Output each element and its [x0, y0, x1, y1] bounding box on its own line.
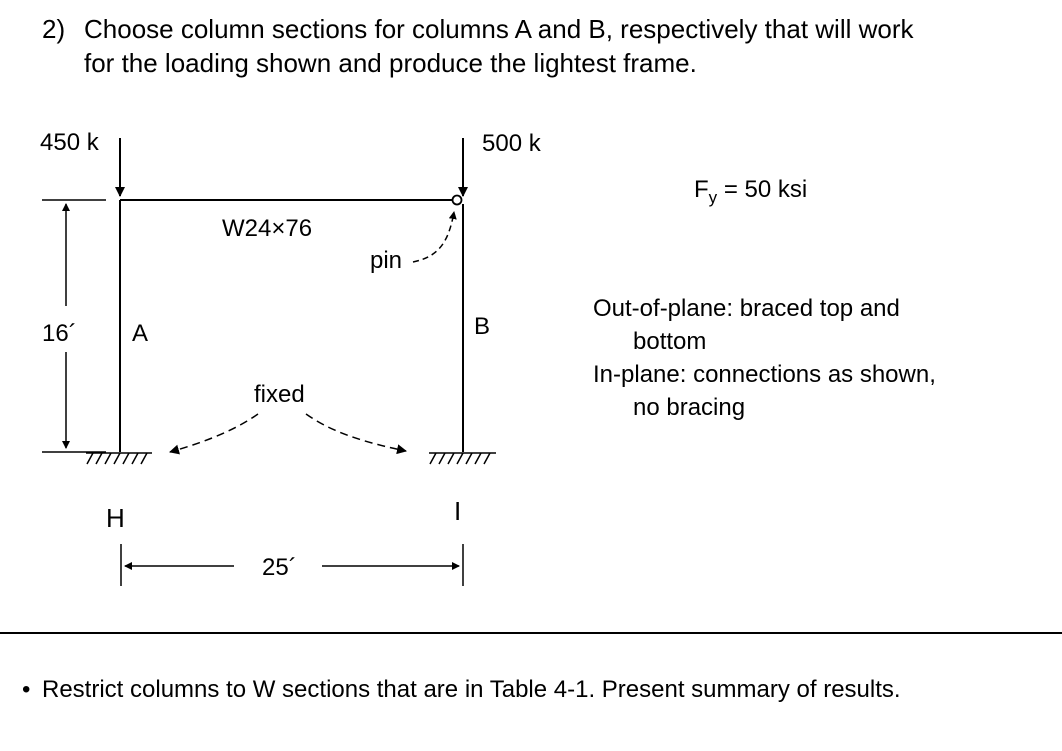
- fixed-support-a: [86, 453, 152, 464]
- fixed-label: fixed: [254, 381, 305, 408]
- bracing-notes: [593, 292, 936, 424]
- problem-number: 2): [42, 14, 66, 44]
- yield-strength: [694, 176, 807, 208]
- column-b-label: B: [474, 313, 491, 340]
- pin-label: pin: [370, 247, 403, 274]
- bullet-icon: •: [22, 676, 31, 703]
- problem-line-2: for the loading shown and produce the lightest frame.: [84, 48, 697, 78]
- footer-text: Restrict columns to W sections that are in Table 4-1. Present summary of results.: [42, 676, 901, 703]
- in-plane-note-cont: no bracing: [633, 394, 746, 421]
- fixed-pointer-right: [306, 414, 406, 451]
- height-label: 16´: [42, 320, 77, 347]
- fy-value: = 50 ksi: [717, 176, 808, 203]
- problem-text-1: Choose column sections for columns A and B, respectively that will work: [84, 14, 914, 44]
- load-left-label: 450 k: [40, 129, 99, 156]
- section-divider: [0, 632, 1062, 634]
- out-of-plane-note-cont: bottom: [633, 328, 707, 355]
- column-b-orientation: I: [454, 496, 462, 526]
- pin-connection: [453, 196, 462, 205]
- load-right-label: 500 k: [482, 130, 541, 157]
- column-a-orientation: H: [106, 503, 125, 533]
- pin-pointer-arrow: [413, 212, 454, 262]
- beam-label: W24×76: [222, 215, 313, 242]
- fy-symbol: F: [694, 176, 709, 203]
- span-label: 25´: [262, 554, 297, 581]
- fixed-support-b: [429, 453, 496, 464]
- fixed-pointer-left: [170, 414, 258, 452]
- column-a-label: A: [132, 320, 149, 347]
- in-plane-note: In-plane: connections as shown,: [593, 361, 936, 388]
- fy-subscript: y: [708, 187, 718, 207]
- footer-bullet: [22, 676, 901, 704]
- out-of-plane-note: Out-of-plane: braced top and: [593, 295, 900, 322]
